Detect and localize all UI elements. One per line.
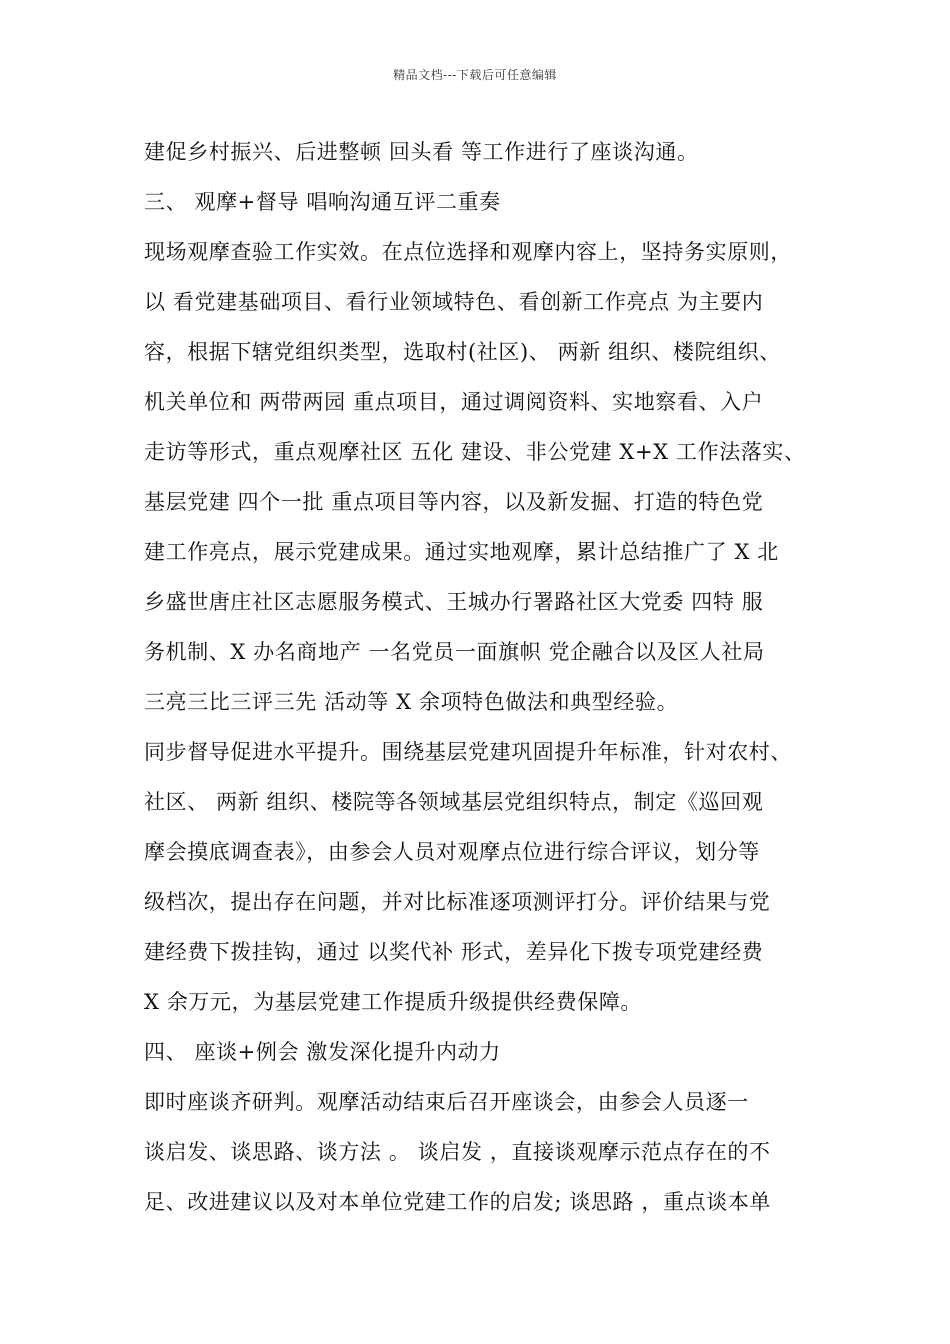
text-line: 现场观摩查验工作实效。在点位选择和观摩内容上，坚持务实原则， (144, 240, 792, 264)
text-line: 容，根据下辖党组织类型，选取村(社区)、 两新 组织、楼院组织、 (144, 340, 781, 364)
section-heading-3: 三、 观摩+督导 唱响沟通互评二重奏 (144, 190, 501, 214)
text-line: 走访等形式，重点观摩社区 五化 建设、非公党建 X+X 工作法落实、 (144, 440, 806, 464)
text-line: 同步督导促进水平提升。围绕基层党建巩固提升年标准，针对农村、 (144, 740, 792, 764)
text-line: 社区、 两新 组织、楼院等各领域基层党组织特点，制定《巡回观 (144, 790, 764, 814)
text-line: 建经费下拨挂钩，通过 以奖代补 形式，差异化下拨专项党建经费 (144, 940, 764, 964)
text-line: 谈启发、谈思路、谈方法 。 谈启发 ，直接谈观摩示范点存在的不 (144, 1140, 771, 1164)
text-line: 乡盛世唐庄社区志愿服务模式、王城办行署路社区大党委 四特 服 (144, 590, 764, 614)
text-line: 三亮三比三评三先 活动等 X 余项特色做法和典型经验。 (144, 690, 679, 714)
text-line: 务机制、X 办名商地产 一名党员一面旗帜 党企融合以及区人社局 (144, 640, 765, 664)
text-line: 建促乡村振兴、后进整顿 回头看 等工作进行了座谈沟通。 (144, 140, 699, 164)
text-line: X 余万元，为基层党建工作提质升级提供经费保障。 (144, 990, 643, 1014)
text-line: 足、改进建议以及对本单位党建工作的启发; 谈思路 ，重点谈本单 (144, 1190, 772, 1214)
page-header: 精品文档---下载后可任意编辑 (393, 68, 557, 82)
text-line: 以 看党建基础项目、看行业领域特色、看创新工作亮点 为主要内 (144, 290, 764, 314)
text-line: 即时座谈齐研判。观摩活动结束后召开座谈会，由参会人员逐一 (144, 1090, 749, 1114)
text-line: 建工作亮点，展示党建成果。通过实地观摩，累计总结推广了 X 北 (144, 540, 779, 564)
section-heading-4: 四、 座谈+例会 激发深化提升内动力 (144, 1040, 501, 1064)
text-line: 摩会摸底调查表》，由参会人员对观摩点位进行综合评议，划分等 (144, 840, 760, 864)
text-line: 级档次，提出存在问题，并对比标准逐项测评打分。评价结果与党 (144, 890, 771, 914)
text-line: 基层党建 四个一批 重点项目等内容，以及新发掘、打造的特色党 (144, 490, 764, 514)
text-line: 机关单位和 两带两园 重点项目，通过调阅资料、实地察看、入户 (144, 390, 764, 414)
